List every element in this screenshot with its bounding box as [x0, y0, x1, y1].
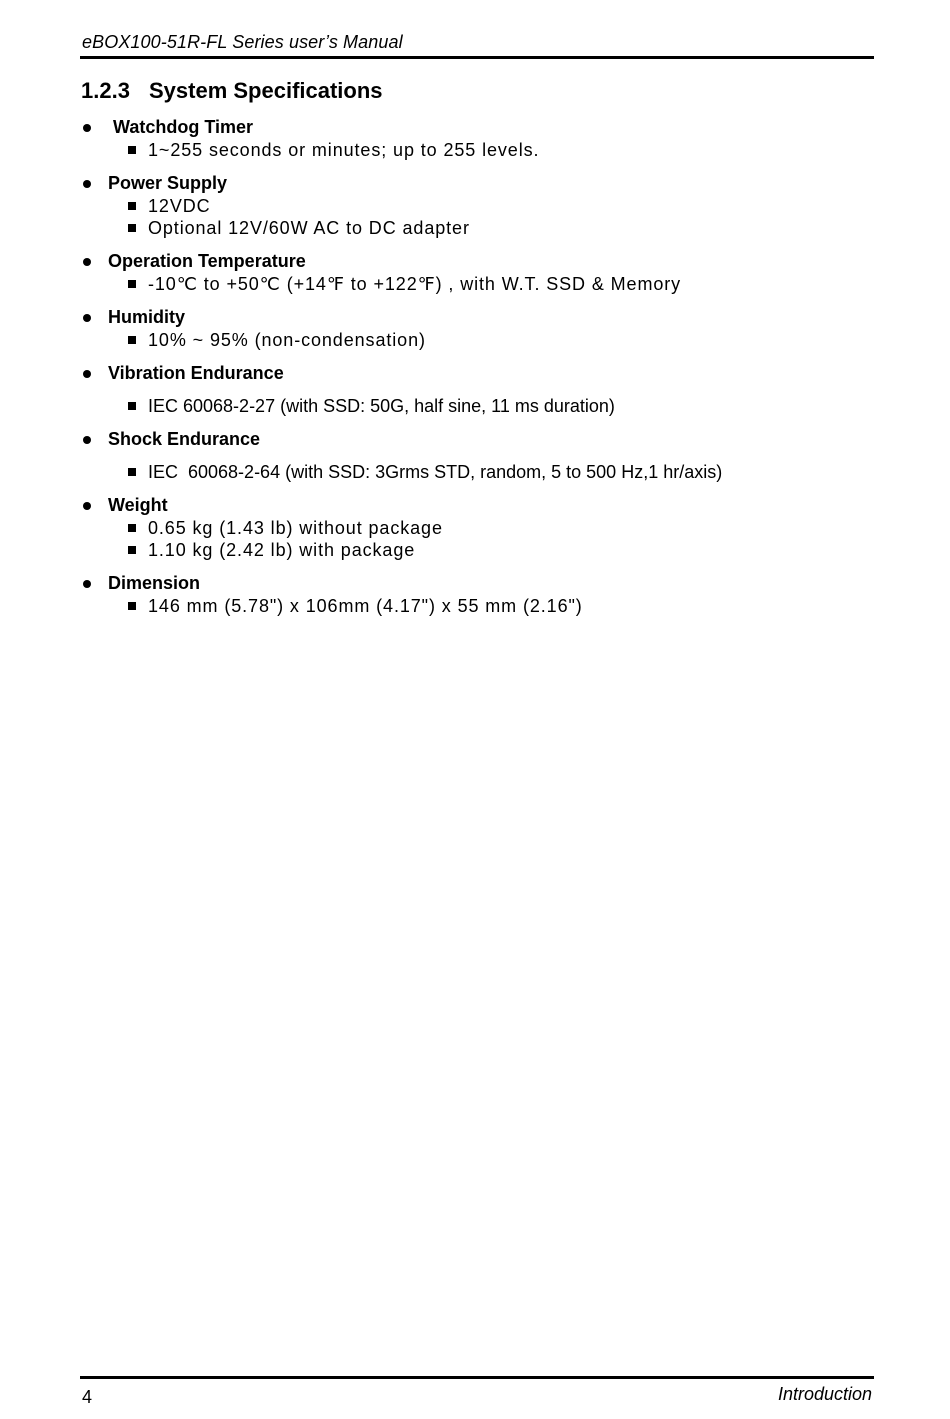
spec-label: Humidity [108, 307, 186, 327]
bullet-icon [83, 180, 91, 188]
spec-label: Watchdog Timer [113, 117, 254, 137]
square-bullet-icon [128, 202, 136, 210]
spec-value [108, 517, 880, 539]
spec-value-text: 1.10 kg (2.42 lb) with package [148, 540, 416, 560]
spec-label: Power Supply [108, 173, 228, 193]
spec-value-text: 0.65 kg (1.43 lb) without package [148, 518, 443, 538]
spec-item-watchdog-timer [80, 116, 880, 161]
spec-item-humidity [80, 306, 880, 351]
manual-title: eBOX100-51R-FL Series user’s Manual [82, 32, 403, 52]
spec-label: Weight [108, 495, 168, 515]
square-bullet-icon [128, 468, 136, 476]
page-header [80, 30, 874, 59]
spec-value [108, 395, 880, 417]
spec-value-text: IEC 60068-2-27 (with SSD: 50G, half sine, 11 ms duration) [148, 396, 615, 416]
bullet-icon [83, 436, 91, 444]
spec-label: Operation Temperature [108, 251, 306, 271]
square-bullet-icon [128, 336, 136, 344]
square-bullet-icon [128, 280, 136, 288]
spec-values [108, 139, 880, 161]
spec-value [108, 539, 880, 561]
spec-values [108, 273, 880, 295]
section-title: System Specifications [149, 78, 383, 103]
spec-value [108, 461, 880, 483]
spec-value [108, 329, 880, 351]
spec-values [108, 517, 880, 561]
square-bullet-icon [128, 546, 136, 554]
bullet-icon [83, 580, 91, 588]
spec-value-text: 10% ~ 95% (non-condensation) [148, 330, 426, 350]
spec-value [108, 139, 880, 161]
spec-item-shock-endurance [80, 428, 880, 483]
square-bullet-icon [128, 146, 136, 154]
bullet-icon [83, 314, 91, 322]
spec-item-power-supply [80, 172, 880, 239]
spec-item-vibration-endurance [80, 362, 880, 417]
spec-value-text: 1~255 seconds or minutes; up to 255 levels. [148, 140, 540, 160]
spec-values [108, 329, 880, 351]
section-heading [81, 78, 383, 104]
spec-label: Shock Endurance [108, 429, 261, 449]
spec-item-operation-temperature [80, 250, 880, 295]
spec-label: Dimension [108, 573, 201, 593]
bullet-icon [83, 258, 91, 266]
page-number: 4 [82, 1387, 93, 1407]
spec-label: Vibration Endurance [108, 363, 284, 383]
square-bullet-icon [128, 524, 136, 532]
bullet-icon [83, 370, 91, 378]
square-bullet-icon [128, 224, 136, 232]
spec-value-text: -10℃ to +50℃ (+14℉ to +122℉) , with W.T. SSD & Memory [148, 274, 682, 294]
spec-values [108, 595, 880, 617]
page-footer [80, 1376, 874, 1409]
square-bullet-icon [128, 402, 136, 410]
spec-value-text: Optional 12V/60W AC to DC adapter [148, 218, 470, 238]
spec-values [108, 461, 880, 483]
bullet-icon [83, 124, 91, 132]
spec-value [108, 273, 880, 295]
section-number: 1.2.3 [81, 78, 130, 103]
spec-value-text: IEC 60068-2-64 (with SSD: 3Grms STD, random, 5 to 500 Hz,1 hr/axis) [148, 462, 723, 482]
spec-value-text: 146 mm (5.78") x 106mm (4.17") x 55 mm (2.16") [148, 596, 583, 616]
spec-value [108, 195, 880, 217]
spec-item-dimension [80, 572, 880, 617]
spec-list [80, 116, 880, 628]
spec-value [108, 217, 880, 239]
square-bullet-icon [128, 602, 136, 610]
footer-section-name: Introduction [777, 1384, 872, 1404]
bullet-icon [83, 502, 91, 510]
spec-value-text: 12VDC [148, 196, 211, 216]
spec-values [108, 395, 880, 417]
spec-values [108, 195, 880, 239]
spec-item-weight [80, 494, 880, 561]
spec-value [108, 595, 880, 617]
